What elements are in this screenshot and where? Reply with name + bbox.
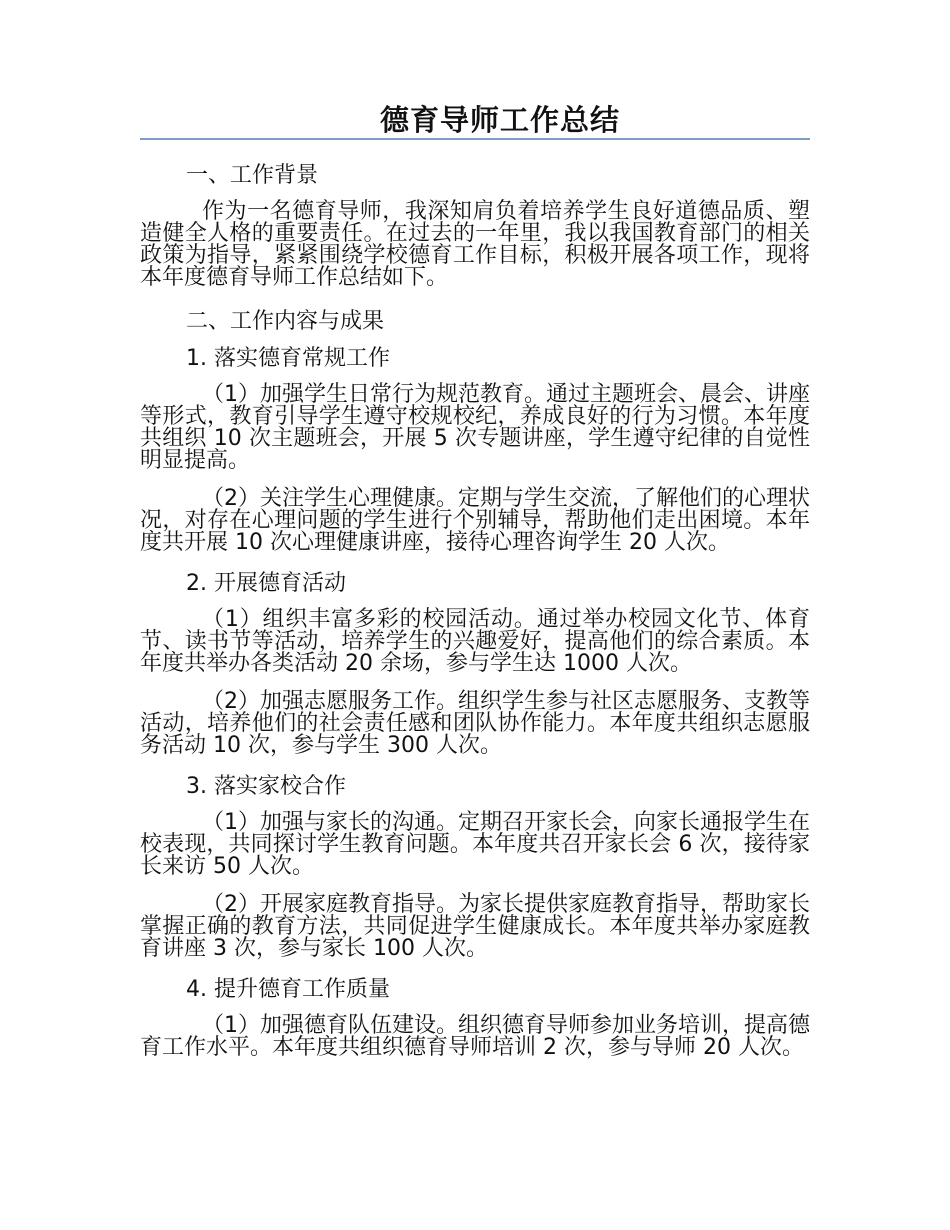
section-heading-content: 二、工作内容与成果 [186, 309, 385, 334]
paragraph-routine-1: （1）加强学生日常行为规范教育。通过主题班会、晨会、讲座等形式，教育引导学生遵守校规校纪，养成良好的行为习惯。本年度共组织 10 次主题班会，开展 5 次专题讲座，学生遵守纪律的自觉性明显提高。 [140, 382, 810, 473]
paragraph-home-school-2: （2）开展家庭教育指导。为家长提供家庭教育指导，帮助家长掌握正确的教育方法，共同促进学生健康成长。本年度共举办家庭教育讲座 3 次，参与家长 100 人次。 [140, 892, 810, 961]
subsection-heading-home-school: 3. 落实家校合作 [186, 774, 346, 799]
document-page [140, 100, 810, 1059]
paragraph-home-school-1: （1）加强与家长的沟通。定期召开家长会，向家长通报学生在校表现，共同探讨学生教育问题。本年度共召开家长会 6 次，接待家长来访 50 人次。 [140, 810, 810, 879]
paragraph-quality-1: （1）加强德育队伍建设。组织德育导师参加业务培训，提高德育工作水平。本年度共组织德育导师培训 2 次，参与导师 20 人次。 [140, 1013, 810, 1060]
section-heading-background: 一、工作背景 [186, 163, 319, 188]
subsection-heading-quality: 4. 提升德育工作质量 [186, 977, 390, 1002]
paragraph-activities-1: （1）组织丰富多彩的校园活动。通过举办校园文化节、体育节、读书节等活动，培养学生的兴趣爱好，提高他们的综合素质。本年度共举办各类活动 20 余场，参与学生达 1000 人次。 [140, 607, 810, 676]
paragraph-background: 作为一名德育导师，我深知肩负着培养学生良好道德品质、塑造健全人格的重要责任。在过去的一年里，我以我国教育部门的相关政策为指导，紧紧围绕学校德育工作目标，积极开展各项工作，现将本年度德育导师工作总结如下。 [140, 199, 810, 290]
document-title: 德育导师工作总结 [379, 103, 620, 137]
subsection-heading-routine: 1. 落实德育常规工作 [186, 346, 390, 371]
paragraph-routine-2: （2）关注学生心理健康。定期与学生交流，了解他们的心理状况，对存在心理问题的学生进行个别辅导，帮助他们走出困境。本年度共开展 10 次心理健康讲座，接待心理咨询学生 20 人次。 [140, 486, 810, 555]
subsection-heading-activities: 2. 开展德育活动 [186, 571, 346, 596]
paragraph-activities-2: （2）加强志愿服务工作。组织学生参与社区志愿服务、支教等活动，培养他们的社会责任感和团队协作能力。本年度共组织志愿服务活动 10 次，参与学生 300 人次。 [140, 689, 810, 758]
